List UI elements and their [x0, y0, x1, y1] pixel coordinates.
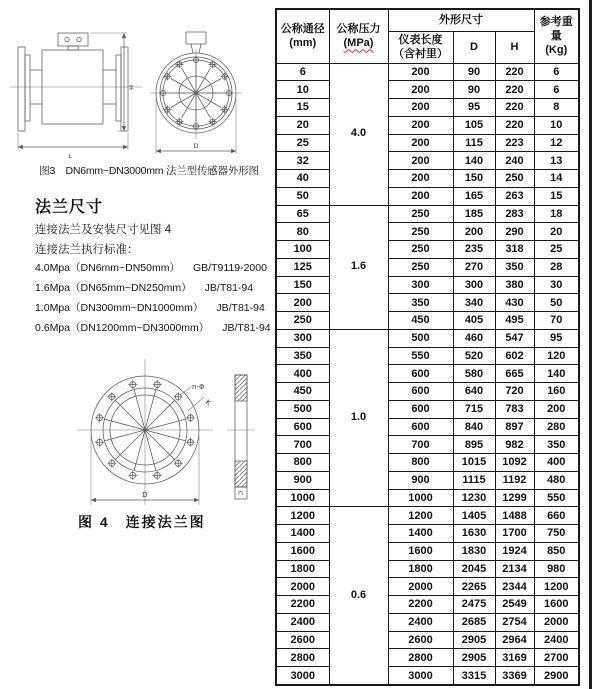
- table-row: [276, 436, 579, 454]
- cell-dn: 350: [276, 347, 329, 365]
- cell-weight: 280: [534, 418, 579, 436]
- cell-weight: 20: [534, 223, 579, 241]
- cell-length: 1800: [388, 560, 453, 578]
- cell-dn: 1000: [276, 489, 329, 507]
- standard-line: [35, 320, 271, 335]
- cell-length: 450: [388, 312, 453, 330]
- cell-dn: 2800: [276, 649, 329, 667]
- cell-weight: 18: [534, 205, 579, 223]
- cell-dn: 450: [276, 383, 329, 401]
- cell-d: 1015: [453, 454, 495, 472]
- cell-h: 220: [495, 81, 534, 99]
- dim-label-d: D: [193, 142, 199, 150]
- cell-length: 600: [388, 418, 453, 436]
- cell-d: 460: [453, 329, 495, 347]
- cell-dn: 400: [276, 365, 329, 383]
- cell-dn: 65: [276, 205, 329, 223]
- cell-weight: 10: [534, 116, 579, 134]
- cell-length: 250: [388, 258, 453, 276]
- table-row: [276, 187, 579, 205]
- cell-weight: 15: [534, 187, 579, 205]
- figure3-caption: 图3 DN6mm~DN3000mm 法兰型传感器外形图: [39, 165, 259, 177]
- cell-dn: 250: [276, 312, 329, 330]
- cell-h: 1700: [495, 525, 534, 543]
- cell-length: 1400: [388, 525, 453, 543]
- cell-h: 783: [495, 400, 534, 418]
- cell-weight: 2900: [534, 667, 579, 686]
- flange-dimension-table: [275, 8, 580, 686]
- cell-d: 2045: [453, 560, 495, 578]
- standard-line: [35, 260, 267, 275]
- cell-d: 1230: [453, 489, 495, 507]
- cell-d: 1630: [453, 525, 495, 543]
- cell-h: 897: [495, 418, 534, 436]
- cell-d: 580: [453, 365, 495, 383]
- cell-length: 350: [388, 294, 453, 312]
- table-row: [276, 134, 579, 152]
- table-row: [276, 276, 579, 294]
- cell-length: 900: [388, 471, 453, 489]
- table-row: [276, 116, 579, 134]
- table-row: [276, 560, 579, 578]
- cell-weight: 2400: [534, 631, 579, 649]
- cell-weight: 14: [534, 170, 579, 188]
- dim-label-c: C: [236, 490, 245, 496]
- table-row: [276, 489, 579, 507]
- cell-dn: 100: [276, 241, 329, 259]
- cell-d: 340: [453, 294, 495, 312]
- table-row: [276, 63, 579, 81]
- cell-dn: 600: [276, 418, 329, 436]
- standard-spec: 4.0Mpa（DN6mm~DN50mm）: [35, 262, 180, 274]
- cell-dn: 700: [276, 436, 329, 454]
- standard-code: JB/T81-94: [222, 322, 271, 334]
- cell-weight: 12: [534, 134, 579, 152]
- cell-dn: 150: [276, 276, 329, 294]
- cell-weight: 28: [534, 258, 579, 276]
- cell-length: 200: [388, 63, 453, 81]
- bolt-circle-label: K: [203, 398, 213, 408]
- page-edge-line: [589, 0, 592, 689]
- table-row: [276, 613, 579, 631]
- cell-dn: 10: [276, 81, 329, 99]
- cell-length: 700: [388, 436, 453, 454]
- cell-d: 405: [453, 312, 495, 330]
- cell-dn: 40: [276, 170, 329, 188]
- cell-d: 200: [453, 223, 495, 241]
- flange-bolt-ring: [156, 53, 236, 133]
- table-row: [276, 294, 579, 312]
- cell-h: 665: [495, 365, 534, 383]
- cell-h: 2964: [495, 631, 534, 649]
- dim-label-d: D: [142, 491, 148, 499]
- cell-weight: 6: [534, 81, 579, 99]
- table-row: [276, 667, 579, 686]
- table-row: [276, 81, 579, 99]
- standard-code: GB/T9119-2000: [193, 262, 267, 274]
- cell-h: 1924: [495, 542, 534, 560]
- cell-weight: 850: [534, 542, 579, 560]
- figure4-caption: 图 4 连接法兰图: [78, 514, 206, 530]
- header-weight: 参考重量 (Kg): [534, 9, 579, 63]
- dim-label-l: L: [68, 152, 72, 160]
- cell-d: 895: [453, 436, 495, 454]
- cell-length: 600: [388, 383, 453, 401]
- table-row: [276, 631, 579, 649]
- cell-dn: 1200: [276, 507, 329, 525]
- cell-length: 200: [388, 187, 453, 205]
- cell-length: 250: [388, 205, 453, 223]
- standard-line: [35, 280, 253, 295]
- cell-d: 1830: [453, 542, 495, 560]
- cell-length: 3000: [388, 667, 453, 686]
- cell-weight: 50: [534, 294, 579, 312]
- cell-h: 2754: [495, 613, 534, 631]
- header-d: D: [453, 31, 495, 63]
- cell-length: 200: [388, 81, 453, 99]
- cell-weight: 660: [534, 507, 579, 525]
- cell-weight: 1200: [534, 578, 579, 596]
- cell-h: 290: [495, 223, 534, 241]
- cell-length: 800: [388, 454, 453, 472]
- cell-dn: 15: [276, 99, 329, 117]
- table-row: [276, 223, 579, 241]
- cell-weight: 400: [534, 454, 579, 472]
- cell-dn: 300: [276, 329, 329, 347]
- cell-h: 1299: [495, 489, 534, 507]
- cell-h: 1092: [495, 454, 534, 472]
- cell-weight: 480: [534, 471, 579, 489]
- cell-h: 602: [495, 347, 534, 365]
- table-row: [276, 329, 579, 347]
- cell-h: 495: [495, 312, 534, 330]
- junction-box: [58, 33, 88, 46]
- header-pressure: 公称压力 (MPa): [329, 9, 388, 63]
- cell-d: 185: [453, 205, 495, 223]
- cell-weight: 95: [534, 329, 579, 347]
- cell-h: 2344: [495, 578, 534, 596]
- cell-d: 300: [453, 276, 495, 294]
- cell-length: 600: [388, 365, 453, 383]
- cell-d: 840: [453, 418, 495, 436]
- cell-h: 223: [495, 134, 534, 152]
- cell-weight: 120: [534, 347, 579, 365]
- standard-spec: 1.0Mpa（DN300mm~DN1000mm）: [35, 302, 204, 314]
- cell-h: 220: [495, 116, 534, 134]
- cell-h: 250: [495, 170, 534, 188]
- cell-h: 720: [495, 383, 534, 401]
- table-row: [276, 258, 579, 276]
- cell-pressure: 0.6: [329, 507, 388, 685]
- cell-length: 2800: [388, 649, 453, 667]
- cell-h: 982: [495, 436, 534, 454]
- cell-d: 520: [453, 347, 495, 365]
- table-row: [276, 471, 579, 489]
- flange-intro-line: 连接法兰及安装尺寸见图 4: [35, 224, 172, 236]
- cell-d: 150: [453, 170, 495, 188]
- cell-d: 640: [453, 383, 495, 401]
- cell-length: 500: [388, 329, 453, 347]
- cell-d: 105: [453, 116, 495, 134]
- sensor-outline-drawing: [8, 14, 268, 164]
- cell-d: 95: [453, 99, 495, 117]
- table-row: [276, 170, 579, 188]
- header-dn: 公称通径 (mm): [276, 9, 329, 63]
- connection-flange-drawing: [55, 345, 270, 513]
- cell-weight: 1600: [534, 596, 579, 614]
- header-length: 仪表长度 （含衬里）: [388, 31, 453, 63]
- cell-dn: 2000: [276, 578, 329, 596]
- cell-weight: 550: [534, 489, 579, 507]
- cell-pressure: 4.0: [329, 63, 388, 205]
- cell-h: 318: [495, 241, 534, 259]
- cell-h: 3369: [495, 667, 534, 686]
- table-row: [276, 454, 579, 472]
- cell-d: 2905: [453, 649, 495, 667]
- dim-label-h: H: [127, 85, 135, 90]
- cell-length: 1200: [388, 507, 453, 525]
- cell-d: 140: [453, 152, 495, 170]
- standard-code: JB/T81-94: [204, 282, 254, 294]
- cell-weight: 980: [534, 560, 579, 578]
- cell-h: 380: [495, 276, 534, 294]
- cell-weight: 2000: [534, 613, 579, 631]
- table-row: [276, 347, 579, 365]
- cell-d: 90: [453, 63, 495, 81]
- standard-code: JB/T81-94: [216, 302, 265, 314]
- bolt-count-label: n-Φ: [192, 383, 205, 391]
- table-row: [276, 596, 579, 614]
- table-row: [276, 525, 579, 543]
- table-row: [276, 649, 579, 667]
- cell-weight: 30: [534, 276, 579, 294]
- cell-dn: 80: [276, 223, 329, 241]
- cell-d: 90: [453, 81, 495, 99]
- cell-weight: 350: [534, 436, 579, 454]
- cell-dn: 500: [276, 400, 329, 418]
- cell-d: 2905: [453, 631, 495, 649]
- cell-length: 600: [388, 400, 453, 418]
- cell-h: 283: [495, 205, 534, 223]
- cell-length: 2600: [388, 631, 453, 649]
- cell-d: 270: [453, 258, 495, 276]
- cell-weight: 200: [534, 400, 579, 418]
- cell-length: 200: [388, 170, 453, 188]
- cell-d: 1405: [453, 507, 495, 525]
- cell-dn: 32: [276, 152, 329, 170]
- cell-length: 200: [388, 99, 453, 117]
- cell-length: 200: [388, 152, 453, 170]
- cell-weight: 6: [534, 63, 579, 81]
- cell-h: 263: [495, 187, 534, 205]
- cell-dn: 1400: [276, 525, 329, 543]
- cell-h: 430: [495, 294, 534, 312]
- cell-weight: 25: [534, 241, 579, 259]
- cell-dn: 125: [276, 258, 329, 276]
- cell-h: 240: [495, 152, 534, 170]
- cell-length: 2200: [388, 596, 453, 614]
- cell-pressure: 1.6: [329, 205, 388, 329]
- standard-spec: 1.6Mpa（DN65mm~DN250mm）: [35, 282, 192, 294]
- cell-h: 1488: [495, 507, 534, 525]
- table-row: [276, 241, 579, 259]
- cell-d: 235: [453, 241, 495, 259]
- cell-weight: 8: [534, 99, 579, 117]
- cell-dn: 1800: [276, 560, 329, 578]
- table-row: [276, 507, 579, 525]
- cell-dn: 2200: [276, 596, 329, 614]
- standard-spec: 0.6Mpa（DN1200mm~DN3000mm）: [35, 322, 210, 334]
- header-dims: 外形尺寸: [388, 9, 534, 31]
- table-row: [276, 152, 579, 170]
- cell-d: 715: [453, 400, 495, 418]
- cell-weight: 2700: [534, 649, 579, 667]
- cell-length: 550: [388, 347, 453, 365]
- cell-weight: 13: [534, 152, 579, 170]
- cell-weight: 160: [534, 383, 579, 401]
- cell-dn: 2400: [276, 613, 329, 631]
- cell-length: 200: [388, 134, 453, 152]
- header-h: H: [495, 31, 534, 63]
- cell-dn: 800: [276, 454, 329, 472]
- cell-length: 1000: [388, 489, 453, 507]
- cell-dn: 25: [276, 134, 329, 152]
- cell-h: 220: [495, 63, 534, 81]
- cell-d: 1115: [453, 471, 495, 489]
- cell-d: 2265: [453, 578, 495, 596]
- cell-length: 2400: [388, 613, 453, 631]
- cell-dn: 2600: [276, 631, 329, 649]
- cell-weight: 70: [534, 312, 579, 330]
- cell-dn: 900: [276, 471, 329, 489]
- cell-d: 2685: [453, 613, 495, 631]
- cell-d: 115: [453, 134, 495, 152]
- cell-d: 165: [453, 187, 495, 205]
- cell-h: 2549: [495, 596, 534, 614]
- cell-dn: 200: [276, 294, 329, 312]
- table-row: [276, 418, 579, 436]
- table-row: [276, 542, 579, 560]
- cell-dn: 1600: [276, 542, 329, 560]
- table-row: [276, 578, 579, 596]
- table-row: [276, 312, 579, 330]
- cell-dn: 50: [276, 187, 329, 205]
- table-row: [276, 400, 579, 418]
- cell-h: 220: [495, 99, 534, 117]
- cell-weight: 140: [534, 365, 579, 383]
- cell-d: 3315: [453, 667, 495, 686]
- cell-weight: 750: [534, 525, 579, 543]
- table-row: [276, 99, 579, 117]
- table-row: [276, 365, 579, 383]
- flange-size-heading: 法兰尺寸: [35, 199, 104, 216]
- table-row: [276, 205, 579, 223]
- table-row: [276, 383, 579, 401]
- cell-length: 2000: [388, 578, 453, 596]
- flange-standards-title: 连接法兰执行标准：: [35, 244, 139, 256]
- standard-line: [35, 300, 265, 315]
- cell-h: 1192: [495, 471, 534, 489]
- cell-h: 547: [495, 329, 534, 347]
- cell-length: 1600: [388, 542, 453, 560]
- cell-h: 2134: [495, 560, 534, 578]
- cell-pressure: 1.0: [329, 329, 388, 507]
- cell-dn: 3000: [276, 667, 329, 686]
- cell-dn: 20: [276, 116, 329, 134]
- cell-d: 2475: [453, 596, 495, 614]
- cell-dn: 6: [276, 63, 329, 81]
- cell-length: 250: [388, 241, 453, 259]
- cell-h: 3169: [495, 649, 534, 667]
- cell-h: 350: [495, 258, 534, 276]
- cell-length: 250: [388, 223, 453, 241]
- cell-length: 300: [388, 276, 453, 294]
- cell-length: 200: [388, 116, 453, 134]
